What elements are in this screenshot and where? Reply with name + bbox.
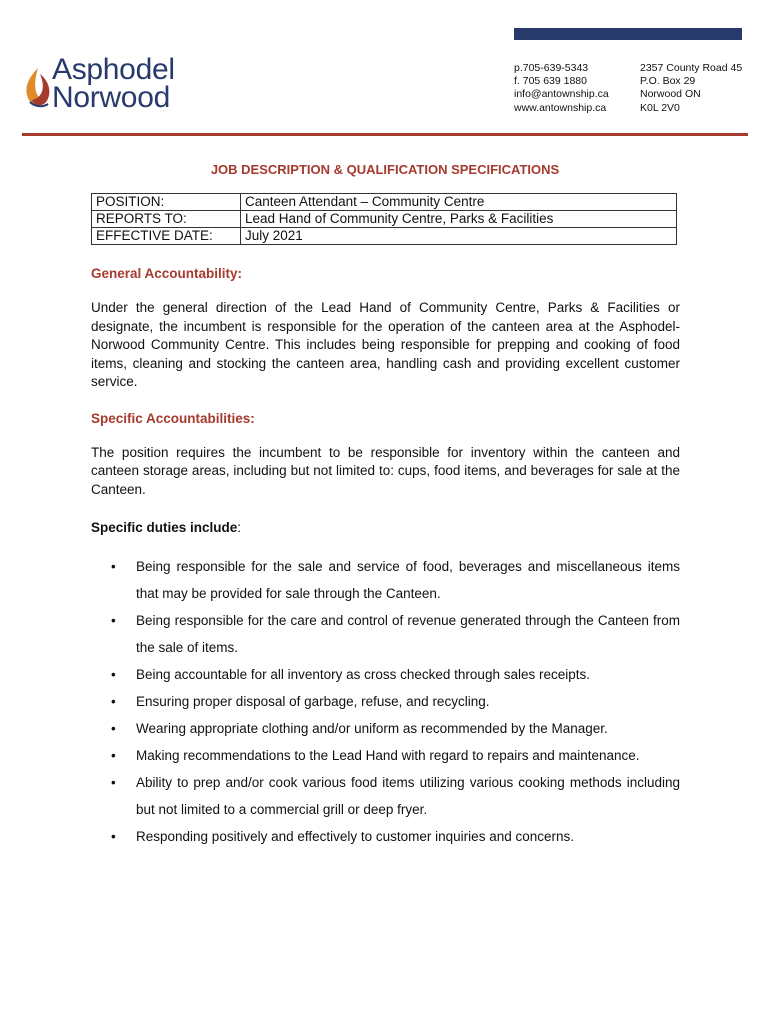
list-item [91,742,680,769]
duty-text: Wearing appropriate clothing and/or uniform as recommended by the Manager. [136,721,608,736]
duty-text: Ability to prep and/or cook various food items utilizing various cooking methods including but not limited to a commercial grill or deep fryer. [136,775,680,817]
specific-duties-heading-colon: : [237,520,242,535]
logo [22,53,212,120]
logo-wordmark [52,53,175,114]
leaf-flame-logo-icon [22,66,54,112]
position-label: POSITION: [92,194,241,211]
address-line-3: Norwood ON [640,88,701,101]
header-accent-bar [514,28,742,40]
bullet-icon: • [111,775,116,790]
table-row [92,228,677,245]
reports-to-label: REPORTS TO: [92,211,241,228]
document-title: JOB DESCRIPTION & QUALIFICATION SPECIFICATIONS [210,162,560,177]
bullet-icon: • [111,748,116,763]
contact-phone: p.705-639-5343 [514,62,589,74]
reports-to-value: Lead Hand of Community Centre, Parks & Facilities [241,211,677,228]
bullet-icon: • [111,613,116,628]
address-line-4: K0L 2V0 [640,101,680,114]
bullet-icon: • [111,694,116,709]
bullet-icon: • [111,559,116,574]
logo-line-2: Norwood [52,81,170,114]
duties-list [91,553,680,850]
logo-line-1: Asphodel [52,53,175,86]
list-item [91,823,680,850]
list-item [91,769,680,823]
table-row [92,211,677,228]
specific-accountabilities-text: The position requires the incumbent to be responsible for inventory within the canteen and canteen storage areas, including but not limited to: cups, food items, and beverages for sale at the Canteen. [91,444,680,497]
specific-duties-heading [91,519,680,537]
table-row [92,194,677,211]
list-item [91,715,680,742]
effective-date-value: July 2021 [241,228,677,245]
specific-duties-heading-text: Specific duties include [91,520,238,535]
duty-text: Being responsible for the sale and service of food, beverages and miscellaneous items that may be provided for sale through the Canteen. [136,559,680,601]
general-accountability-text: Under the general direction of the Lead Hand of Community Centre, Parks & Facilities or designate, the incumbent is responsible for the operation of the canteen area at the Asphodel-Norwood Community Centre. This includes being responsible for prepping and cooking of food items, cleaning and stocking the canteen area, handling cash and providing excellent customer service. [91,300,680,389]
contact-email[interactable]: info@antownship.ca [514,88,609,101]
contact-fax: f. 705 639 1880 [514,75,587,88]
general-accountability-heading: General Accountability: [91,266,243,281]
list-item [91,688,680,715]
contact-website[interactable]: www.antownship.ca [514,101,607,114]
duty-text: Being responsible for the care and control of revenue generated through the Canteen from the sale of items. [136,613,680,655]
effective-date-label: EFFECTIVE DATE: [92,228,241,245]
duty-text: Ensuring proper disposal of garbage, refuse, and recycling. [136,694,490,709]
list-item [91,553,680,607]
specific-accountabilities-heading: Specific Accountabilities: [91,410,255,426]
duty-text: Being accountable for all inventory as cross checked through sales receipts. [136,667,590,682]
address-line-1: 2357 County Road 45 [640,62,743,74]
contact-block [514,62,609,115]
position-info-table [91,193,677,245]
position-value: Canteen Attendant – Community Centre [241,194,677,211]
bullet-icon: • [111,721,116,736]
document-body [91,265,680,850]
list-item [91,661,680,688]
address-line-2: P.O. Box 29 [640,75,696,88]
bullet-icon: • [111,667,116,682]
address-block [640,62,742,115]
header-divider [22,133,748,136]
list-item [91,607,680,661]
bullet-icon: • [111,829,116,844]
duty-text: Responding positively and effectively to customer inquiries and concerns. [136,829,574,844]
duty-text: Making recommendations to the Lead Hand with regard to repairs and maintenance. [136,748,640,763]
